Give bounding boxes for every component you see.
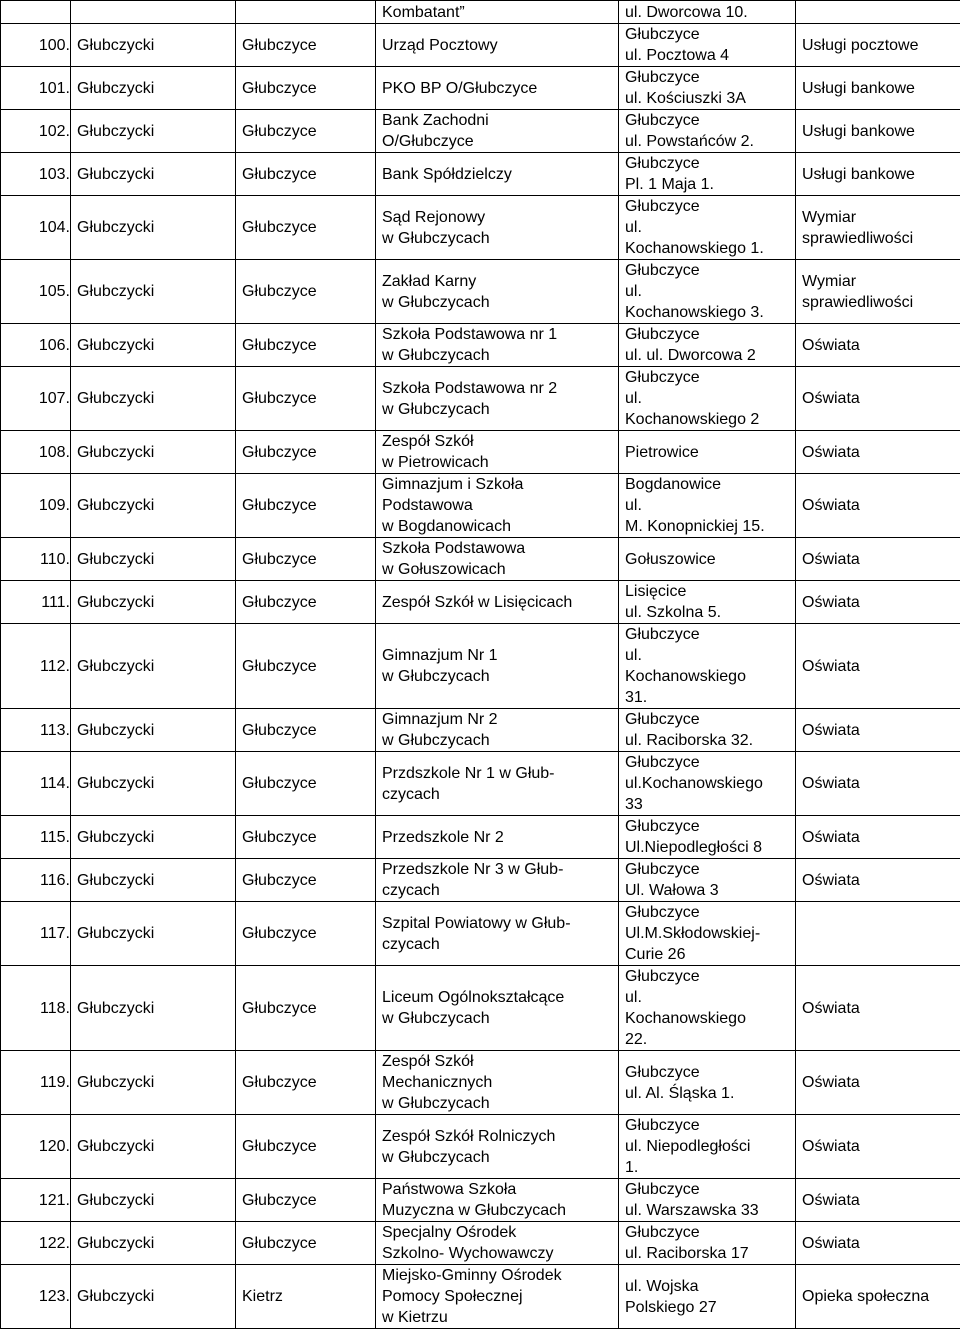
table-row	[1, 1265, 960, 1329]
cell-name: Gimnazjum Nr 2 w Głubczycach	[376, 709, 619, 752]
cell-gmina: Głubczyce	[236, 816, 376, 859]
cell-field: Oświata	[796, 1222, 960, 1265]
cell-nr: 109.	[1, 474, 71, 538]
cell-field: Oświata	[796, 324, 960, 367]
cell-nr: 103.	[1, 153, 71, 196]
cell-field: Usługi bankowe	[796, 110, 960, 153]
cell-gmina: Głubczyce	[236, 859, 376, 902]
table-row	[1, 260, 960, 324]
cell-powiat: Głubczycki	[71, 324, 236, 367]
table-row	[1, 110, 960, 153]
cell-gmina: Głubczyce	[236, 260, 376, 324]
table-row	[1, 67, 960, 110]
cell-nr: 104.	[1, 196, 71, 260]
cell-field: Oświata	[796, 474, 960, 538]
cell-name: Szpital Powiatowy w Głub- czycach	[376, 902, 619, 966]
cell-field: Oświata	[796, 966, 960, 1051]
cell-nr: 105.	[1, 260, 71, 324]
cell-name: Szkoła Podstawowa nr 2 w Głubczycach	[376, 367, 619, 431]
cell-powiat: Głubczycki	[71, 1179, 236, 1222]
table-row	[1, 367, 960, 431]
cell-nr: 110.	[1, 538, 71, 581]
cell-field: Oświata	[796, 1179, 960, 1222]
cell-nr: 112.	[1, 624, 71, 709]
cell-field: Oświata	[796, 538, 960, 581]
cell-powiat: Głubczycki	[71, 902, 236, 966]
cell-powiat: Głubczycki	[71, 367, 236, 431]
cell-field: Oświata	[796, 1115, 960, 1179]
cell-nr: 107.	[1, 367, 71, 431]
cell-name: Państwowa Szkoła Muzyczna w Głubczycach	[376, 1179, 619, 1222]
cell-address: ul. Dworcowa 10.	[619, 1, 796, 24]
cell-field: Oświata	[796, 367, 960, 431]
cell-nr: 106.	[1, 324, 71, 367]
table-body	[1, 1, 960, 1329]
cell-gmina: Głubczyce	[236, 196, 376, 260]
cell-address: Pietrowice	[619, 431, 796, 474]
cell-powiat: Głubczycki	[71, 1222, 236, 1265]
cell-gmina: Głubczyce	[236, 624, 376, 709]
cell-gmina: Głubczyce	[236, 581, 376, 624]
cell-field: Oświata	[796, 816, 960, 859]
cell-address: Głubczyce ul. Warszawska 33	[619, 1179, 796, 1222]
table-row	[1, 196, 960, 260]
cell-gmina: Głubczyce	[236, 1115, 376, 1179]
table-row	[1, 581, 960, 624]
cell-address: Głubczyce ul. Kochanowskiego 22.	[619, 966, 796, 1051]
table-row	[1, 752, 960, 816]
cell-nr: 100.	[1, 24, 71, 67]
cell-gmina: Głubczyce	[236, 67, 376, 110]
cell-address: Głubczyce ul. Niepodległości 1.	[619, 1115, 796, 1179]
table-row	[1, 431, 960, 474]
cell-nr: 113.	[1, 709, 71, 752]
table-row	[1, 966, 960, 1051]
cell-powiat: Głubczycki	[71, 260, 236, 324]
cell-powiat: Głubczycki	[71, 859, 236, 902]
cell-powiat: Głubczycki	[71, 1051, 236, 1115]
cell-field: Usługi pocztowe	[796, 24, 960, 67]
cell-nr: 121.	[1, 1179, 71, 1222]
cell-address: Głubczyce ul. Pocztowa 4	[619, 24, 796, 67]
cell-address: Głubczyce ul. Raciborska 32.	[619, 709, 796, 752]
cell-address: Głubczyce Ul.Niepodległości 8	[619, 816, 796, 859]
cell-name: Sąd Rejonowy w Głubczycach	[376, 196, 619, 260]
cell-address: Głubczyce ul. Powstańców 2.	[619, 110, 796, 153]
cell-address: Głubczyce ul.Kochanowskiego 33	[619, 752, 796, 816]
cell-address: Lisięcice ul. Szkolna 5.	[619, 581, 796, 624]
cell-gmina: Głubczyce	[236, 474, 376, 538]
cell-gmina: Głubczyce	[236, 153, 376, 196]
cell-name: Specjalny Ośrodek Szkolno- Wychowawczy	[376, 1222, 619, 1265]
cell-nr: 118.	[1, 966, 71, 1051]
cell-nr: 111.	[1, 581, 71, 624]
cell-powiat: Głubczycki	[71, 581, 236, 624]
cell-name: Zakład Karny w Głubczycach	[376, 260, 619, 324]
table-row	[1, 1179, 960, 1222]
cell-name: Przdszkole Nr 1 w Głub- czycach	[376, 752, 619, 816]
cell-name: Przedszkole Nr 2	[376, 816, 619, 859]
cell-field: Oświata	[796, 1051, 960, 1115]
cell-powiat: Głubczycki	[71, 110, 236, 153]
cell-name: Urząd Pocztowy	[376, 24, 619, 67]
cell-nr: 117.	[1, 902, 71, 966]
cell-name: Gimnazjum i Szkoła Podstawowa w Bogdanowicach	[376, 474, 619, 538]
cell-field: Usługi bankowe	[796, 153, 960, 196]
cell-gmina: Kietrz	[236, 1265, 376, 1329]
cell-powiat: Głubczycki	[71, 709, 236, 752]
cell-nr: 120.	[1, 1115, 71, 1179]
cell-address: Gołuszowice	[619, 538, 796, 581]
cell-name: Zespół Szkół w Lisięcicach	[376, 581, 619, 624]
cell-address: Głubczyce Ul. Wałowa 3	[619, 859, 796, 902]
cell-powiat: Głubczycki	[71, 752, 236, 816]
cell-field: Wymiar sprawiedliwości	[796, 260, 960, 324]
cell-gmina: Głubczyce	[236, 1179, 376, 1222]
table-row	[1, 24, 960, 67]
cell-field: Usługi bankowe	[796, 67, 960, 110]
cell-gmina: Głubczyce	[236, 1222, 376, 1265]
cell-nr: 122.	[1, 1222, 71, 1265]
cell-powiat: Głubczycki	[71, 966, 236, 1051]
table-row	[1, 816, 960, 859]
cell-address: Głubczyce Ul.M.Skłodowskiej- Curie 26	[619, 902, 796, 966]
cell-name: Szkoła Podstawowa nr 1 w Głubczycach	[376, 324, 619, 367]
cell-address: Głubczyce ul. ul. Dworcowa 2	[619, 324, 796, 367]
cell-field: Oświata	[796, 859, 960, 902]
table-row	[1, 1115, 960, 1179]
cell-field: Opieka społeczna	[796, 1265, 960, 1329]
cell-address: Głubczyce ul. Kochanowskiego 2	[619, 367, 796, 431]
table-row	[1, 474, 960, 538]
cell-powiat: Głubczycki	[71, 624, 236, 709]
cell-gmina	[236, 1, 376, 24]
cell-powiat: Głubczycki	[71, 153, 236, 196]
cell-gmina: Głubczyce	[236, 24, 376, 67]
cell-gmina: Głubczyce	[236, 902, 376, 966]
cell-field	[796, 1, 960, 24]
cell-name: Zespół Szkół w Pietrowicach	[376, 431, 619, 474]
cell-name: Zespół Szkół Mechanicznych w Głubczycach	[376, 1051, 619, 1115]
cell-powiat	[71, 1, 236, 24]
table-row	[1, 709, 960, 752]
cell-powiat: Głubczycki	[71, 196, 236, 260]
cell-gmina: Głubczyce	[236, 110, 376, 153]
cell-name: Liceum Ogólnokształcące w Głubczycach	[376, 966, 619, 1051]
table-row	[1, 859, 960, 902]
cell-address: Głubczyce Pl. 1 Maja 1.	[619, 153, 796, 196]
table-row	[1, 1051, 960, 1115]
cell-powiat: Głubczycki	[71, 816, 236, 859]
cell-gmina: Głubczyce	[236, 752, 376, 816]
cell-nr	[1, 1, 71, 24]
cell-name: Bank Spółdzielczy	[376, 153, 619, 196]
cell-address: Głubczyce ul. Kochanowskiego 1.	[619, 196, 796, 260]
table-row	[1, 902, 960, 966]
table-row	[1, 624, 960, 709]
cell-powiat: Głubczycki	[71, 474, 236, 538]
cell-field: Oświata	[796, 709, 960, 752]
table-row	[1, 1222, 960, 1265]
cell-address: Głubczyce ul. Kościuszki 3A	[619, 67, 796, 110]
cell-gmina: Głubczyce	[236, 431, 376, 474]
cell-nr: 116.	[1, 859, 71, 902]
cell-powiat: Głubczycki	[71, 1115, 236, 1179]
cell-name: Zespół Szkół Rolniczych w Głubczycach	[376, 1115, 619, 1179]
cell-name: Kombatant”	[376, 1, 619, 24]
cell-address: Bogdanowice ul. M. Konopnickiej 15.	[619, 474, 796, 538]
cell-address: Głubczyce ul. Raciborska 17	[619, 1222, 796, 1265]
cell-gmina: Głubczyce	[236, 538, 376, 581]
cell-field: Oświata	[796, 581, 960, 624]
cell-name: Szkoła Podstawowa w Gołuszowicach	[376, 538, 619, 581]
cell-gmina: Głubczyce	[236, 966, 376, 1051]
table-row	[1, 538, 960, 581]
cell-address: ul. Wojska Polskiego 27	[619, 1265, 796, 1329]
cell-nr: 114.	[1, 752, 71, 816]
cell-gmina: Głubczyce	[236, 367, 376, 431]
cell-address: Głubczyce ul. Al. Śląska 1.	[619, 1051, 796, 1115]
cell-gmina: Głubczyce	[236, 1051, 376, 1115]
cell-powiat: Głubczycki	[71, 1265, 236, 1329]
cell-field: Oświata	[796, 752, 960, 816]
cell-powiat: Głubczycki	[71, 67, 236, 110]
cell-powiat: Głubczycki	[71, 24, 236, 67]
cell-name: Bank Zachodni O/Głubczyce	[376, 110, 619, 153]
cell-field	[796, 902, 960, 966]
cell-nr: 102.	[1, 110, 71, 153]
cell-nr: 108.	[1, 431, 71, 474]
cell-nr: 115.	[1, 816, 71, 859]
cell-address: Głubczyce ul. Kochanowskiego 31.	[619, 624, 796, 709]
cell-nr: 119.	[1, 1051, 71, 1115]
cell-gmina: Głubczyce	[236, 709, 376, 752]
cell-field: Oświata	[796, 624, 960, 709]
cell-powiat: Głubczycki	[71, 431, 236, 474]
cell-nr: 101.	[1, 67, 71, 110]
table-row-partial	[1, 1, 960, 24]
table-row	[1, 324, 960, 367]
cell-field: Wymiar sprawiedliwości	[796, 196, 960, 260]
cell-name: Miejsko-Gminny Ośrodek Pomocy Społecznej w Kietrzu	[376, 1265, 619, 1329]
cell-field: Oświata	[796, 431, 960, 474]
cell-address: Głubczyce ul. Kochanowskiego 3.	[619, 260, 796, 324]
table-row	[1, 153, 960, 196]
cell-gmina: Głubczyce	[236, 324, 376, 367]
cell-powiat: Głubczycki	[71, 538, 236, 581]
cell-name: Przedszkole Nr 3 w Głub- czycach	[376, 859, 619, 902]
cell-name: PKO BP O/Głubczyce	[376, 67, 619, 110]
cell-name: Gimnazjum Nr 1 w Głubczycach	[376, 624, 619, 709]
cell-nr: 123.	[1, 1265, 71, 1329]
